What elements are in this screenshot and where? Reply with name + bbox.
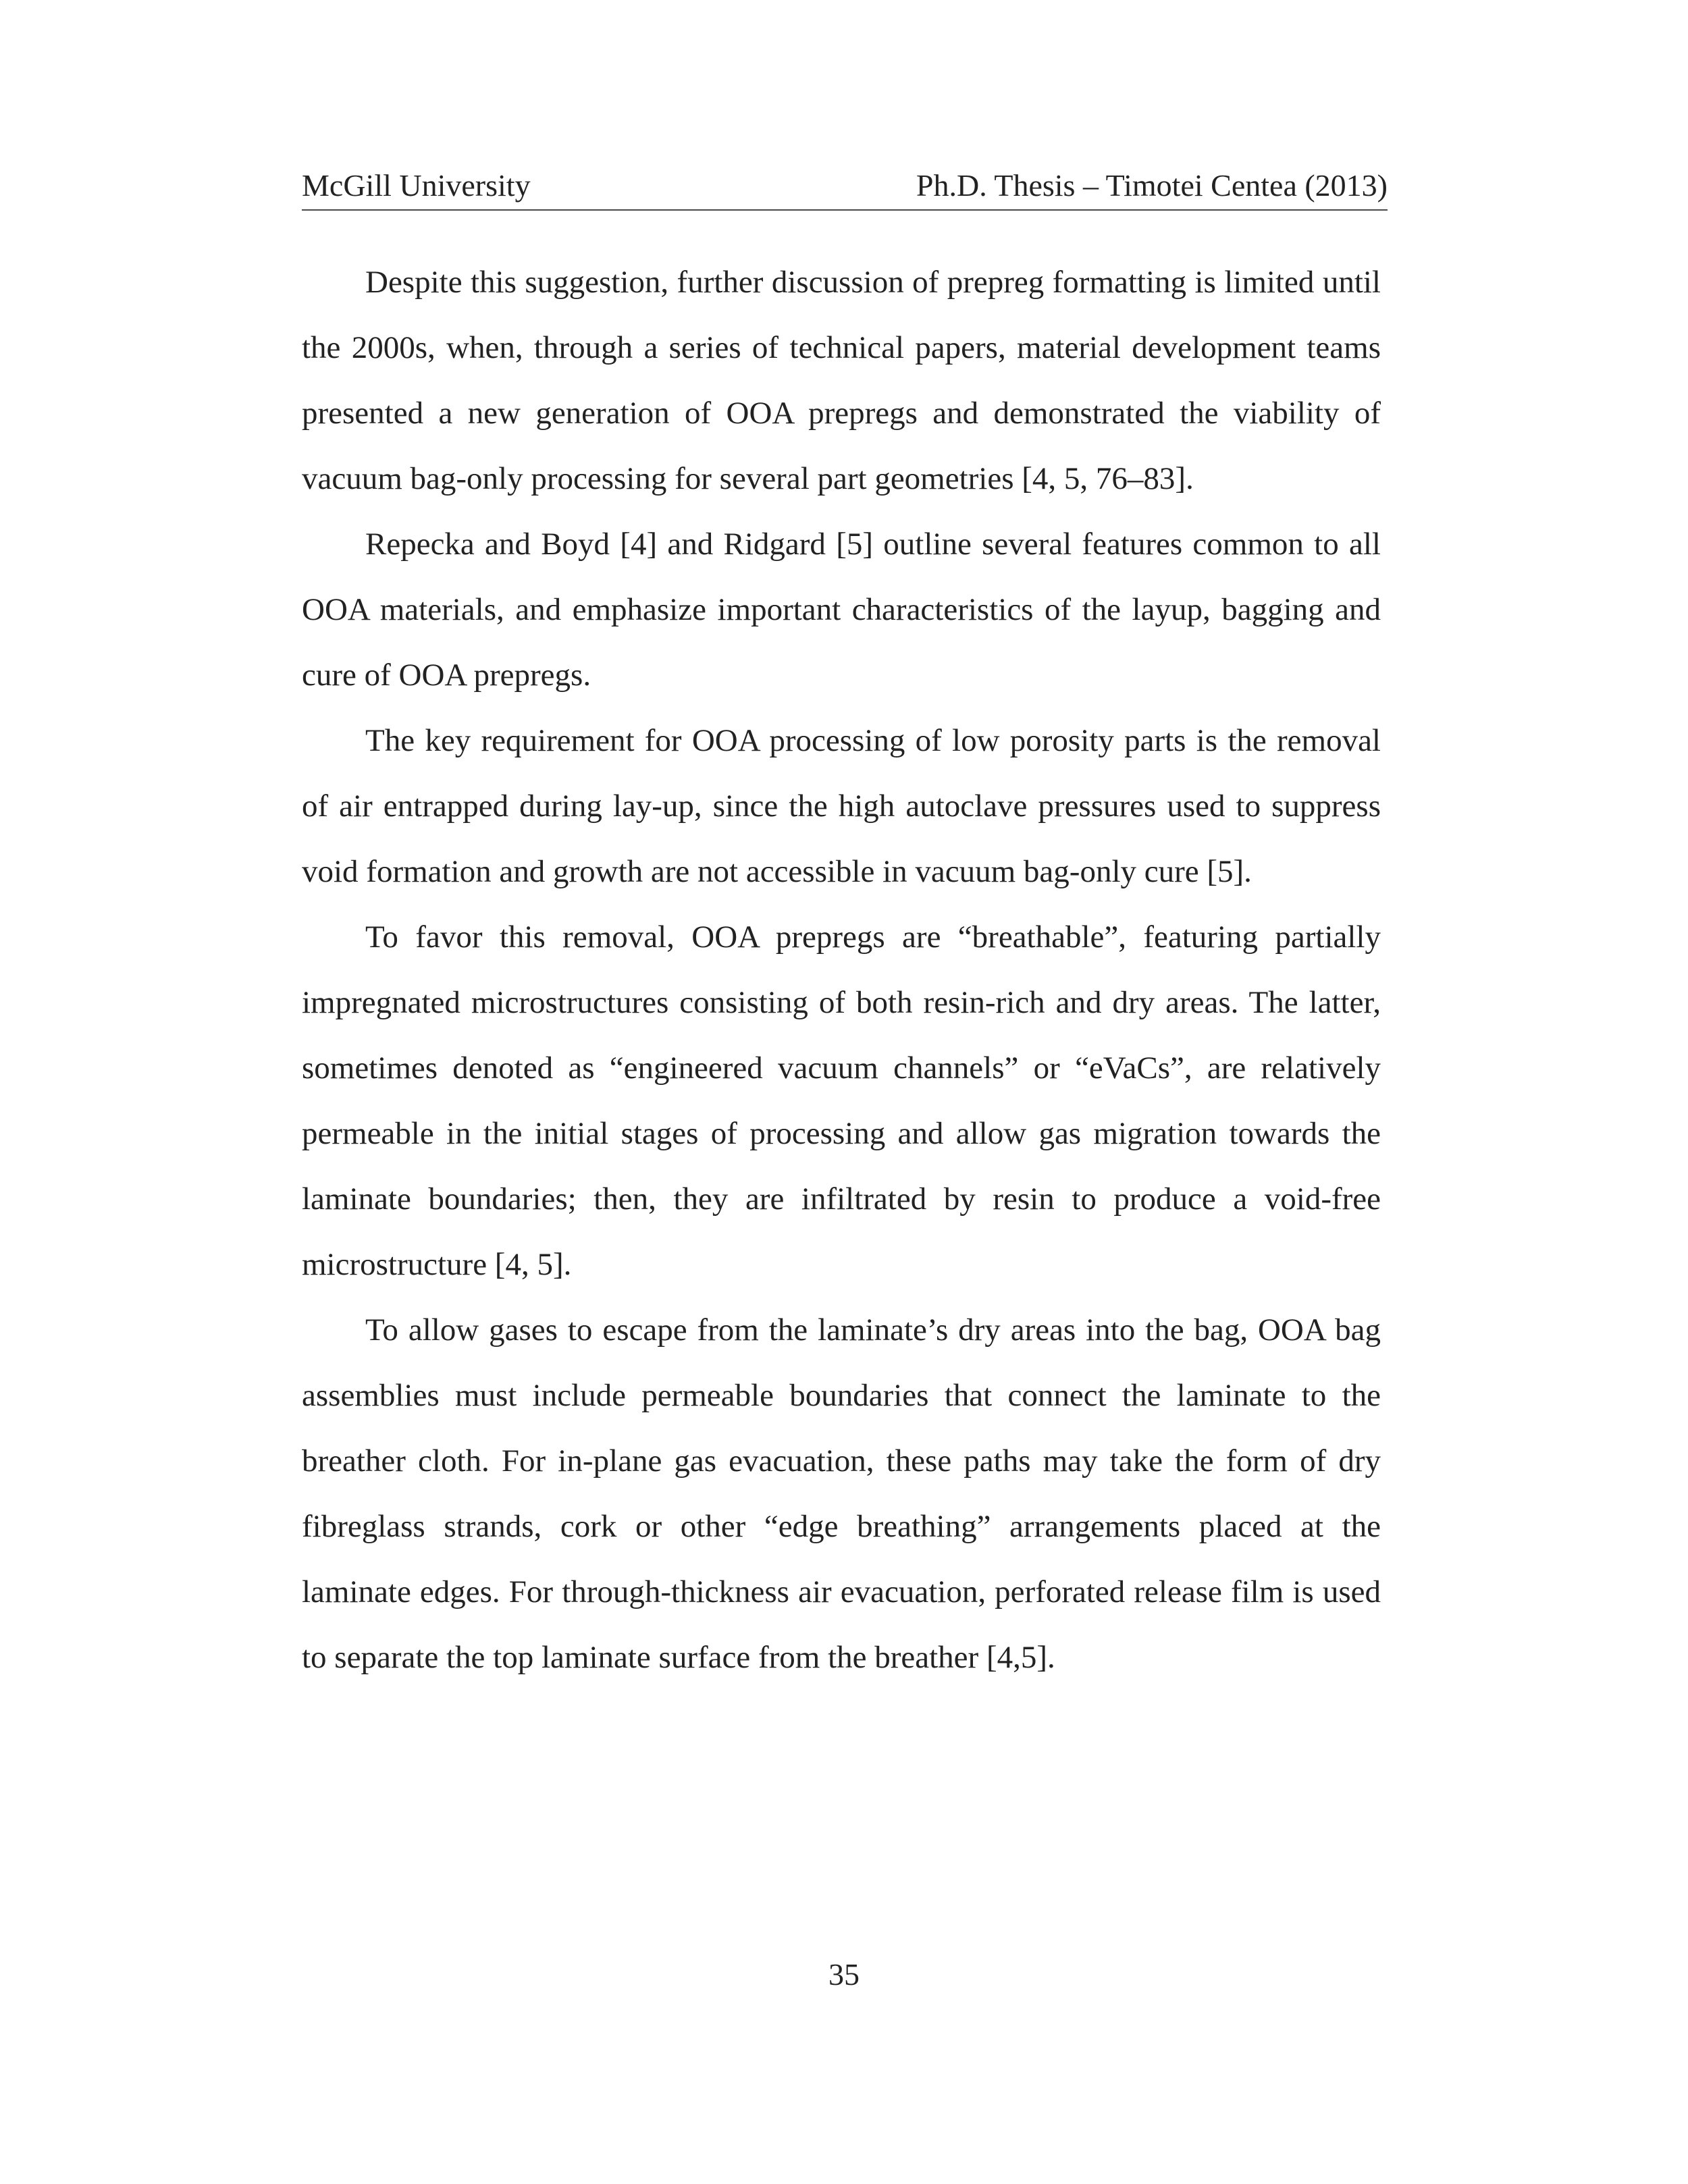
paragraph: Repecka and Boyd [4] and Ridgard [5] outline several features common to all OOA materials, and emphasize important characteristics of the layup, bagging and cure of OOA prepregs. (302, 527, 1381, 693)
paragraph: The key requirement for OOA processing of low porosity parts is the removal of air entrapped during lay-up, since the high autoclave pressures used to suppress void formation and growth are not accessible in vacuum bag-only cure [5]. (302, 723, 1381, 889)
paragraph: To favor this removal, OOA prepregs are “breathable”, featuring partially impregnated microstructures consisting of both resin-rich and dry areas. The latter, sometimes denoted as “engineered vacuum channels” or “eVaCs”, are relatively permeable in the initial stages of processing and allow gas migration towards the laminate boundaries; then, they are infiltrated by resin to produce a void-free microstructure [4, 5]. (302, 920, 1381, 1282)
paragraph: To allow gases to escape from the laminate’s dry areas into the bag, OOA bag assemblies must include permeable boundaries that connect the laminate to the breather cloth. For in-plane gas evacuation, these paths may take the form of dry fibreglass strands, cork or other “edge breathing” arrangements placed at the laminate edges. For through-thickness air evacuation, perforated release film is used to separate the top laminate surface from the breather [4,5]. (302, 1312, 1381, 1675)
header-institution: McGill University (302, 168, 531, 203)
page-number: 35 (828, 1957, 860, 1992)
running-header (302, 162, 1388, 211)
body-text (302, 250, 1381, 1690)
paragraph: Despite this suggestion, further discussion of prepreg formatting is limited until the 2000s, when, through a series of technical papers, material development teams presented a new generation of OOA prepregs and demonstrated the viability of vacuum bag-only processing for several part geometries [4, 5, 76–83]. (302, 265, 1381, 496)
header-thesis-title: Ph.D. Thesis – Timotei Centea (2013) (916, 168, 1388, 203)
